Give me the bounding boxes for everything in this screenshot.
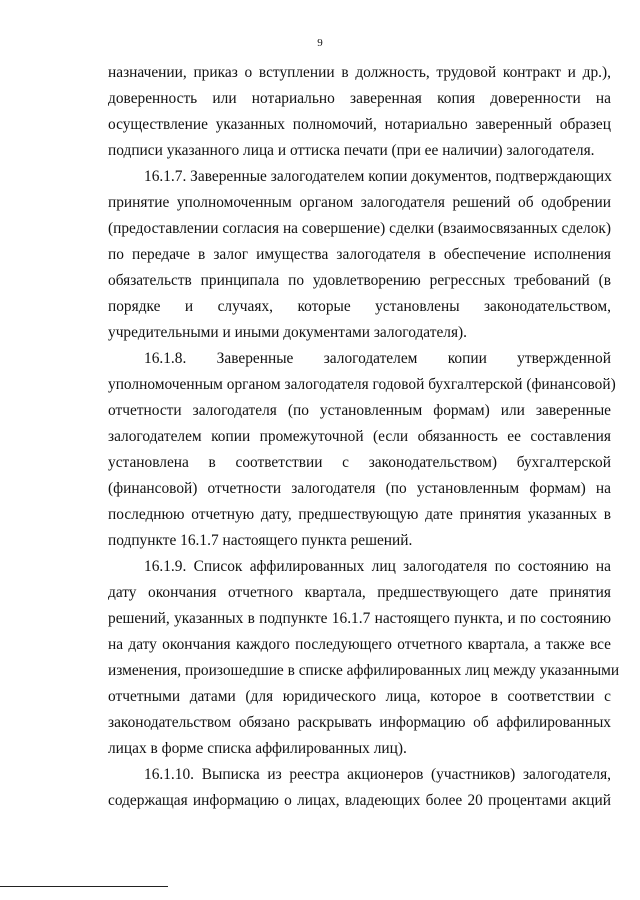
text-line: законодательством обязано раскрывать информацию об аффилированных bbox=[108, 714, 611, 731]
text-line: принятие уполномоченным органом залогодателя решений об одобрении bbox=[108, 194, 611, 211]
text-line: подписи указанного лица и оттиска печати (при ее наличии) залогодателя. bbox=[108, 142, 595, 159]
footer-rule bbox=[0, 886, 168, 887]
text-line: на дату окончания каждого последующего отчетного квартала, а также все bbox=[108, 636, 611, 653]
page-number: 9 bbox=[317, 37, 323, 49]
text-line: уполномоченным органом залогодателя годовой бухгалтерской (финансовой) bbox=[108, 376, 616, 393]
text-line: подпункте 16.1.7 настоящего пункта решений. bbox=[108, 532, 413, 549]
text-line: 16.1.8. Заверенные залогодателем копии утвержденной bbox=[144, 350, 611, 367]
document-body bbox=[108, 60, 620, 814]
text-line: 16.1.9. Список аффилированных лиц залогодателя по состоянию на bbox=[144, 558, 611, 575]
text-line: изменения, произошедшие в списке аффилированных лиц между указанными bbox=[108, 662, 620, 679]
text-line: 16.1.10. Выписка из реестра акционеров (участников) залогодателя, bbox=[144, 766, 611, 783]
text-line: содержащая информацию о лицах, владеющих более 20 процентами акций bbox=[108, 792, 611, 809]
text-line: последнюю отчетную дату, предшествующую дате принятия указанных в bbox=[108, 506, 611, 523]
text-line: доверенность или нотариально заверенная копия доверенности на bbox=[108, 90, 611, 107]
text-line: осуществление указанных полномочий, нотариально заверенный образец bbox=[108, 116, 611, 133]
text-line: отчетными датами (для юридического лица, которое в соответствии с bbox=[108, 688, 611, 705]
text-line: обязательств принципала по удовлетворению регрессных требований (в bbox=[108, 272, 611, 289]
text-line: залогодателем копии промежуточной (если обязанность ее составления bbox=[108, 428, 611, 445]
text-line: (предоставлении согласия на совершение) сделки (взаимосвязанных сделок) bbox=[108, 220, 611, 237]
text-line: порядке и случаях, которые установлены законодательством, bbox=[108, 298, 611, 315]
text-line: дату окончания отчетного квартала, предшествующего дате принятия bbox=[108, 584, 611, 601]
text-line: отчетности залогодателя (по установленным формам) или заверенные bbox=[108, 402, 611, 419]
text-line: решений, указанных в подпункте 16.1.7 настоящего пункта, и по состоянию bbox=[108, 610, 611, 627]
text-line: установлена в соответствии с законодательством) бухгалтерской bbox=[108, 454, 611, 471]
text-line: лицах в форме списка аффилированных лиц). bbox=[108, 740, 407, 757]
text-line: учредительными и иными документами залогодателя). bbox=[108, 324, 468, 341]
text-line: по передаче в залог имущества залогодателя в обеспечение исполнения bbox=[108, 246, 611, 263]
text-line: назначении, приказ о вступлении в должность, трудовой контракт и др.), bbox=[108, 64, 611, 81]
text-line: 16.1.7. Заверенные залогодателем копии документов, подтверждающих bbox=[144, 168, 612, 185]
text-line: (финансовой) отчетности залогодателя (по установленным формам) на bbox=[108, 480, 611, 497]
